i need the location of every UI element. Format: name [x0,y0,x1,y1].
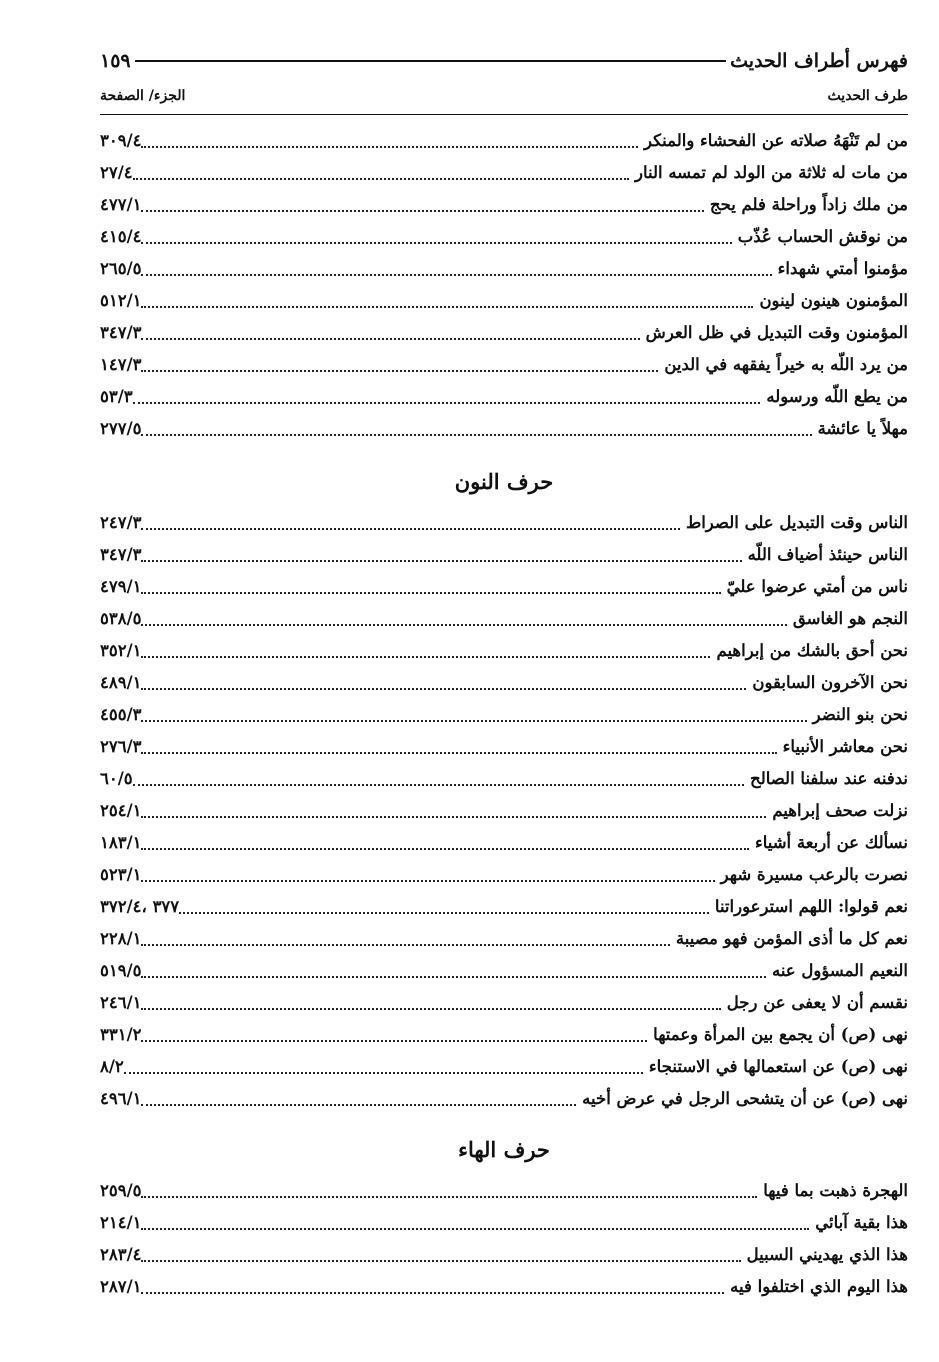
dot-leader [141,1196,757,1198]
index-entry [100,1238,908,1268]
hadith-text: هذا اليوم الذي اختلفوا فيه [730,1277,908,1296]
index-entry [100,506,908,536]
volume-page-ref: ٢٨٣/٤ [100,1245,142,1264]
dot-leader [141,146,637,148]
hadith-text: نعم قولوا: اللهم استرعوراتنا [714,897,908,916]
index-entry [100,986,908,1016]
index-entry [100,1270,908,1300]
column-headers [100,88,908,115]
index-entry [100,1174,908,1204]
hadith-text: نحن الآخرون السابقون [752,673,908,692]
hadith-text: المؤمنون هينون لينون [759,291,908,310]
index-entry [100,570,908,600]
hadith-text: من يرد اللّه به خيراً يفقهه في الدين [664,355,908,374]
volume-page-ref: ٢٧٦/٣ [100,737,142,756]
header-rule [135,60,727,62]
hadith-text: ناس من أمتي عرضوا عليّ [726,577,908,596]
dot-leader [141,1040,647,1042]
dot-leader [141,656,710,658]
column-header-reference: الجزء/ الصفحة [100,88,186,104]
hadith-text: الناس وقت التبديل على الصراط [685,513,908,532]
index-entry [100,698,908,728]
volume-page-ref: ٢١٤/١ [100,1213,142,1232]
section-title-nun: حرف النون [454,469,554,494]
dot-leader [141,720,806,722]
hadith-text: نحن بنو النضر [812,705,908,724]
dot-leader [133,402,761,404]
volume-page-ref: ٤٧٧/١ [100,195,142,214]
hadith-text: نهى (ص) عن أن يتشحى الرجل في عرض أخيه [582,1089,908,1108]
index-entry [100,730,908,760]
running-title: فهرس أطراف الحديث [730,50,908,72]
volume-page-ref: ٣٣١/٢ [100,1025,142,1044]
volume-page-ref: ٢٤٦/١ [100,993,142,1012]
volume-page-ref: ٤٧٩/١ [100,577,142,596]
volume-page-ref: ٣٧٧ ،٣٧٢/٤ [100,897,180,916]
dot-leader [141,338,639,340]
index-entry [100,890,908,920]
volume-page-ref: ١٤٧/٣ [100,355,142,374]
volume-page-ref: ٥١٩/٥ [100,961,142,980]
volume-page-ref: ٥٣٨/٥ [100,609,142,628]
index-entry [100,156,908,186]
dot-leader [141,242,731,244]
hadith-text: الهجرة ذهبت بما فيها [763,1181,908,1200]
volume-page-ref: ٤٩٦/١ [100,1089,142,1108]
index-entry [100,1018,908,1048]
volume-page-ref: ٥١٢/١ [100,291,142,310]
dot-leader [141,306,753,308]
index-entry [100,252,908,282]
hadith-text: نقسم أن لا يعفى عن رجل [726,993,908,1012]
index-entry [100,412,908,442]
hadith-text: نعم كل ما أذى المؤمن فهو مصيبة [675,929,908,948]
volume-page-ref: ٢٥٩/٥ [100,1181,142,1200]
column-header-hadith: طرف الحديث [827,88,908,104]
index-entry [100,794,908,824]
hadith-text: من ملك زاداً وراحلة فلم يحج [709,195,908,214]
dot-leader [141,528,679,530]
volume-page-ref: ٢٨٧/١ [100,1277,142,1296]
index-entry [100,124,908,154]
dot-leader [133,178,629,180]
dot-leader [141,560,741,562]
dot-leader [141,624,786,626]
index-entry [100,380,908,410]
hadith-text: هذا الذي يهديني السبيل [746,1245,908,1264]
dot-leader [141,1104,576,1106]
dot-leader [141,210,703,212]
page-number: ١٥٩ [100,50,131,72]
volume-page-ref: ٣٥٢/١ [100,641,142,660]
index-entry [100,188,908,218]
dot-leader [124,1072,643,1074]
hadith-text: نزلت صحف إبراهيم [772,801,908,820]
hadith-text: نصرت بالرعب مسيرة شهر [720,865,908,884]
hadith-text: من مات له ثلاثة من الولد لم تمسه النار [634,163,908,182]
running-head [100,46,908,76]
hadith-text: نهى (ص) أن يجمع بين المرأة وعمتها [653,1025,908,1044]
dot-leader [141,1008,720,1010]
dot-leader [141,434,811,436]
index-entry [100,634,908,664]
dot-leader [141,592,720,594]
hadith-text: المؤمنون وقت التبديل في ظل العرش [645,323,908,342]
index-entry [100,826,908,856]
hadith-text: النعيم المسؤول عنه [771,961,908,980]
dot-leader [141,976,765,978]
volume-page-ref: ٣٠٩/٤ [100,131,142,150]
index-entry [100,954,908,984]
index-entry [100,284,908,314]
volume-page-ref: ٦٠/٥ [100,769,133,788]
index-entry [100,348,908,378]
volume-page-ref: ٢٢٨/١ [100,929,142,948]
index-entry [100,666,908,696]
hadith-text: نحن أحق بالشك من إبراهيم [716,641,908,660]
index-entry [100,1050,908,1080]
hadith-text: من يطع اللّه ورسوله [766,387,908,406]
index-entry [100,1206,908,1236]
hadith-text: ندفنه عند سلفنا الصالح [750,769,908,788]
volume-page-ref: ٥٢٣/١ [100,865,142,884]
dot-leader [141,1260,740,1262]
volume-page-ref: ٢٦٥/٥ [100,259,142,278]
volume-page-ref: ٣٤٧/٣ [100,545,142,564]
dot-leader [133,784,744,786]
dot-leader [141,880,714,882]
dot-leader [141,370,658,372]
hadith-text: نحن معاشر الأنبياء [782,737,908,756]
volume-page-ref: ١٨٣/١ [100,833,142,852]
volume-page-ref: ٨/٢ [100,1057,124,1076]
index-entry [100,602,908,632]
volume-page-ref: ٢٧٧/٥ [100,419,142,438]
section-title-ha: حرف الهاء [458,1137,550,1162]
index-entry [100,922,908,952]
volume-page-ref: ٥٣/٣ [100,387,133,406]
index-entry [100,538,908,568]
hadith-text: النجم هو الغاسق [792,609,908,628]
index-entry [100,220,908,250]
dot-leader [141,944,669,946]
volume-page-ref: ٢٤٧/٣ [100,513,142,532]
hadith-text: مؤمنوا أمتي شهداء [777,259,908,278]
volume-page-ref: ٢٥٤/١ [100,801,142,820]
volume-page-ref: ٤١٥/٤ [100,227,142,246]
dot-leader [141,752,776,754]
index-entry [100,316,908,346]
dot-leader [141,1292,724,1294]
hadith-text: مهلاً يا عائشة [817,419,908,438]
hadith-text: الناس حينئذ أضياف اللّه [747,545,908,564]
dot-leader [141,1228,809,1230]
dot-leader [141,274,771,276]
index-entry [100,858,908,888]
dot-leader [141,688,746,690]
hadith-text: من لم تَنْهَهُ صلاته عن الفحشاء والمنكر [643,131,908,150]
volume-page-ref: ٢٧/٤ [100,163,133,182]
volume-page-ref: ٤٨٩/١ [100,673,142,692]
dot-leader [141,816,766,818]
hadith-text: من نوقش الحساب عُذّب [737,227,908,246]
volume-page-ref: ٣٤٧/٣ [100,323,142,342]
hadith-text: هذا بقية آبائي [815,1213,908,1232]
index-entry [100,1082,908,1112]
hadith-text: نهى (ص) عن استعمالها في الاستنجاء [648,1057,908,1076]
dot-leader [179,912,709,914]
hadith-text: نسألك عن أربعة أشياء [754,833,908,852]
dot-leader [141,848,748,850]
volume-page-ref: ٤٥٥/٣ [100,705,142,724]
index-entry [100,762,908,792]
